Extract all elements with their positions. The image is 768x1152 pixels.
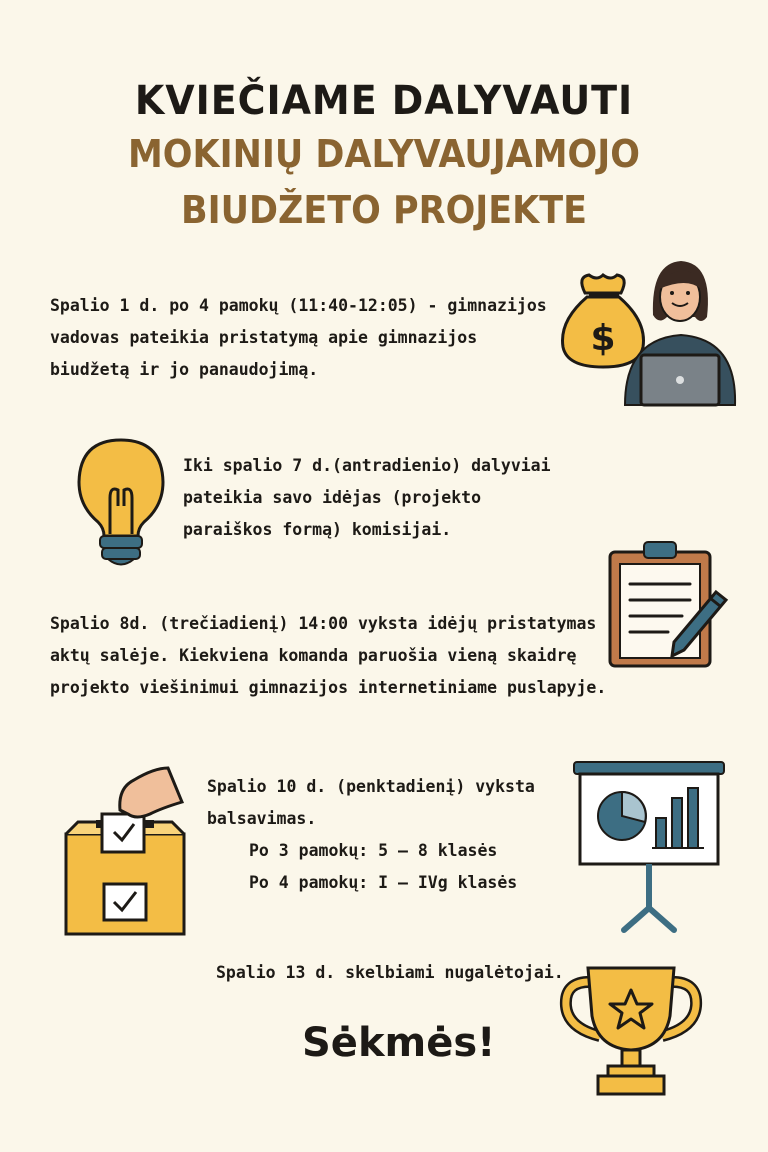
- step-4-line-3: Po 3 pamokų: 5 – 8 klasės: [249, 841, 498, 860]
- step-4-line-4: Po 4 pamokų: I – IVg klasės: [249, 873, 518, 892]
- step-3-line-2: aktų salėje. Kiekviena komanda paruošia vieną skaidrę: [50, 646, 577, 665]
- step-2-line-3: paraiškos formą) komisijai.: [183, 520, 452, 539]
- trophy-icon: [558, 962, 704, 1098]
- step-1-line-2: vadovas pateikia pristatymą apie gimnazijos: [50, 328, 478, 347]
- step-1-line-3: biudžetą ir jo panaudojimą.: [50, 360, 319, 379]
- step-3-text: [50, 608, 606, 704]
- step-2-text: [183, 450, 551, 546]
- step-3-line-1: Spalio 8d. (trečiadienį) 14:00 vyksta idėjų pristatymas: [50, 614, 597, 633]
- step-2-line-1: Iki spalio 7 d.(antradienio) dalyviai: [183, 456, 551, 475]
- step-1-text: [50, 290, 547, 386]
- ballot-box-icon: [58, 762, 192, 938]
- money-bag-person-laptop-icon: [555, 255, 740, 410]
- step-5-line-1: Spalio 13 d. skelbiami nugalėtojai.: [216, 963, 564, 982]
- title-line-1: KVIEČIAME DALYVAUTI: [134, 78, 634, 124]
- title-line-2: MOKINIŲ DALYVAUJAMOJO: [127, 132, 641, 176]
- money-bag-icon: [563, 275, 644, 367]
- step-4-line-2: balsavimas.: [207, 809, 317, 828]
- svg-text:$: $: [590, 318, 616, 359]
- presentation-board-icon: [572, 758, 726, 934]
- step-1-line-1: Spalio 1 d. po 4 pamokų (11:40-12:05) - gimnazijos: [50, 296, 547, 315]
- step-4-line-1: Spalio 10 d. (penktadienį) vyksta: [207, 777, 535, 796]
- lightbulb-icon: [74, 436, 168, 572]
- step-5-text: [216, 957, 564, 989]
- closing-text: Sėkmės!: [302, 1020, 496, 1066]
- step-2-line-2: pateikia savo idėjas (projekto: [183, 488, 482, 507]
- step-4-text: [207, 771, 535, 899]
- step-3-line-3: projekto viešinimui gimnazijos internetiniame puslapyje.: [50, 678, 607, 697]
- clipboard-pen-icon: [606, 540, 730, 670]
- laptop-icon: [641, 355, 719, 405]
- title-line-3: BIUDŽETO PROJEKTE: [180, 188, 588, 232]
